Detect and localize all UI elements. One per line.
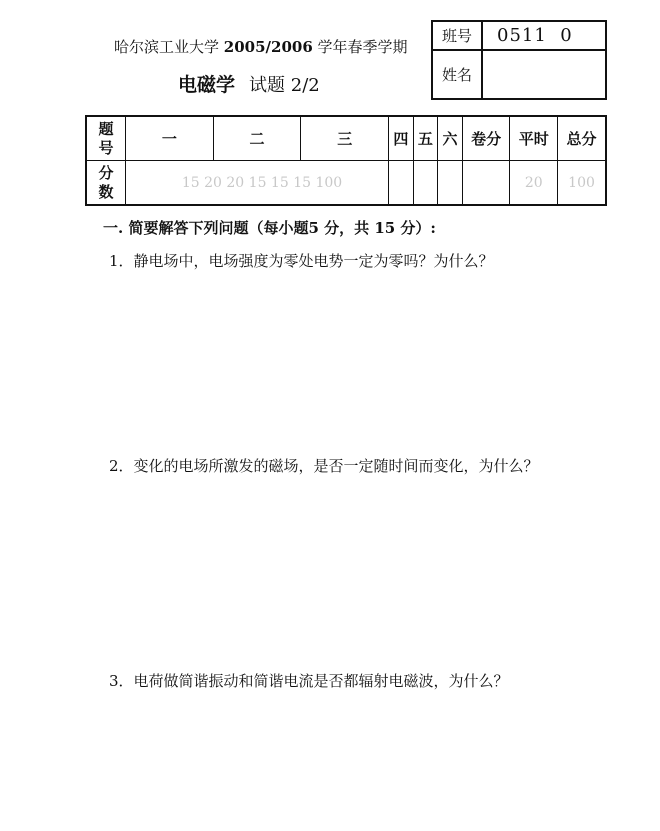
col-4: 四 [389,116,414,161]
faint-max-marks: 15 20 20 15 15 15 100 [126,161,389,206]
col-paper-score: 卷分 [462,116,510,161]
question-1: 1．静电场中，电场强度为零处电势一定为零吗？为什么？ [109,252,494,270]
score-cell-4[interactable] [389,161,414,206]
col-3: 三 [301,116,389,161]
total-score-value: 100 [558,161,606,206]
score-cell-6[interactable] [438,161,463,206]
exam-title [178,70,320,97]
academic-year: 2005/2006 [223,38,313,56]
score-label: 分 数 [86,161,126,206]
question-2: 2．变化的电场所激发的磁场，是否一定随时间而变化，为什么？ [109,457,539,475]
school-prefix: 哈尔滨工业大学 [114,38,224,56]
regular-score-value: 20 [510,161,558,206]
col-2: 二 [213,116,301,161]
score-table [85,115,607,206]
col-1: 一 [126,116,214,161]
subject-name: 电磁学 [178,74,236,96]
school-header [114,36,408,57]
score-cell-5[interactable] [413,161,438,206]
col-total-score: 总分 [558,116,606,161]
score-cell-paper[interactable] [462,161,510,206]
class-label: 班号 [432,21,482,50]
class-value[interactable]: 0511 0 [482,21,606,50]
student-id-box [431,20,607,100]
col-6: 六 [438,116,463,161]
name-value[interactable] [482,50,606,99]
question-number-label: 题 号 [86,116,126,161]
name-label: 姓名 [432,50,482,99]
school-suffix: 学年春季学期 [312,38,408,56]
section-heading: 一. 简要解答下列问题（每小题5 分，共 15 分）: [103,219,436,237]
question-3: 3．电荷做简谐振动和简谐电流是否都辐射电磁波，为什么？ [109,672,509,690]
col-regular-score: 平时 [510,116,558,161]
exam-page: 试题 2/2 [249,75,320,96]
col-5: 五 [413,116,438,161]
